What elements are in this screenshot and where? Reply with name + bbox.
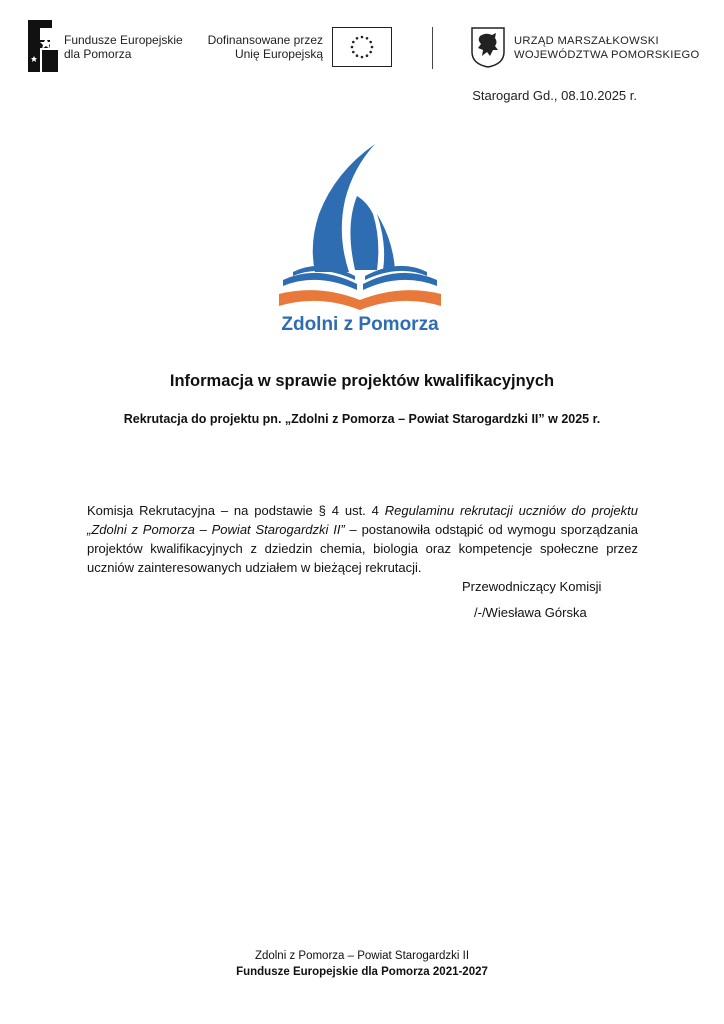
eu-flag-icon (332, 27, 392, 67)
fe-logo-text (64, 33, 183, 61)
signature-name: /-/Wiesława Górska (474, 605, 587, 620)
body-part1: Komisja Rekrutacyjna – na podstawie § 4 ust. 4 (87, 503, 385, 518)
body-part2: – postanowiła odstąpić od wymogu sporządzania projektów kwalifikacyjnych z dziedzin chemia, biologia oraz kompetencje społeczne przez uczniów zainteresowanych udziałem w bieżącej rekrutacji. (87, 522, 638, 575)
signature-role: Przewodniczący Komisji (462, 579, 602, 594)
document-date: Starogard Gd., 08.10.2025 r. (472, 88, 637, 103)
document-subtitle: Rekrutacja do projektu pn. „Zdolni z Pomorza – Powiat Starogardzki II” w 2025 r. (123, 412, 601, 426)
cofinanced-line2: Unię Europejską (234, 47, 323, 61)
fe-logo-line1: Fundusze Europejskie (64, 33, 183, 47)
cofinanced-line1: Dofinansowane przez (207, 33, 323, 47)
fe-logo-line2: dla Pomorza (64, 47, 132, 61)
pomorskie-griffin-icon (470, 26, 506, 68)
fe-emblem-icon (26, 18, 60, 74)
cofinanced-text (206, 33, 323, 61)
zdolni-z-pomorza-logo (277, 144, 443, 334)
header-separator (432, 27, 433, 69)
document-title: Informacja w sprawie projektów kwalifikacyjnych (169, 372, 555, 390)
body-paragraph (87, 501, 638, 577)
sailboat-book-icon (277, 144, 443, 334)
body-italic-regulation: Regulaminu rekrutacji uczniów do projektu „Zdolni z Pomorza – Powiat Starogardzki II” (87, 503, 639, 537)
office-line1: URZĄD MARSZAŁKOWSKI (514, 35, 659, 47)
office-line2: WOJEWÓDZTWA POMORSKIEGO (514, 49, 700, 61)
marshal-office-text (514, 34, 699, 62)
footer-project: Zdolni z Pomorza – Powiat Starogardzki II (254, 950, 470, 962)
logo-text: Zdolni z Pomorza (281, 314, 439, 334)
footer-program: Fundusze Europejskie dla Pomorza 2021-2027 (236, 966, 488, 978)
